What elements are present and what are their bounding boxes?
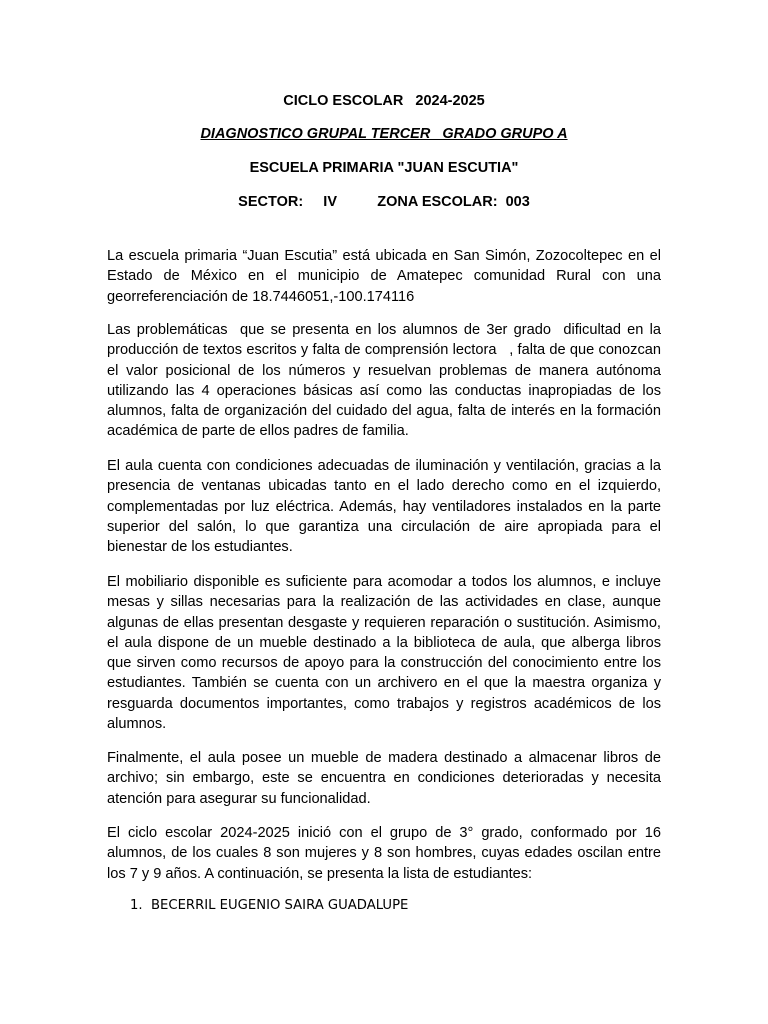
- furniture-paragraph: El mobiliario disponible es suficiente para acomodar a todos los alumnos, e incluye mesas y sillas necesarias para la realización de las actividades en clase, aunque algunas de ellas presentan desgaste y requieren reparación o sustitución. Asimismo, el aula dispone de un mueble destinado a la biblioteca de aula, que alberga libros que sirven como recursos de apoyo para la construcción del conocimiento entre los estudiantes. También se cuenta con un archivero en el que la maestra organiza y resguarda documentos importantes, como trabajos y registros académicos de los alumnos.: [107, 574, 666, 733]
- student-name: BECERRIL EUGENIO SAIRA GUADALUPE: [151, 898, 409, 913]
- classroom-conditions-paragraph: El aula cuenta con condiciones adecuadas de iluminación y ventilación, gracias a la presencia de ventanas ubicadas tanto en el lado derecho como en el izquierdo, complementadas por luz eléctrica. Además, hay ventiladores instalados en la parte superior del salón, lo que garantiza una circulación de aire apropiada para el bienestar de los estudiantes.: [107, 458, 666, 556]
- list-item-number: 1.: [130, 898, 143, 913]
- archive-furniture-paragraph: Finalmente, el aula posee un mueble de madera destinado a almacenar libros de archivo; sin embargo, este se encuentra en condiciones deterioradas y necesita atención para asegurar su funcionalidad.: [107, 750, 666, 807]
- problems-paragraph: Las problemáticas que se presenta en los alumnos de 3er grado dificultad en la producción de textos escritos y falta de comprensión lectora , falta de que conozcan el valor posicional de los números y resuelvan problemas de manera autónoma utilizando las 4 operaciones básicas así como las conductas inapropiadas de los alumnos, falta de organización del cuidado del agua, falta de interés en la formación académica de parte de ellos padres de familia.: [107, 322, 666, 440]
- location-paragraph: La escuela primaria “Juan Escutia” está ubicada en San Simón, Zozocoltepec en el Estado de México en el municipio de Amatepec comunidad Rural con una georreferenciación de 18.7446051,-100.174116: [107, 248, 666, 305]
- school-year-heading: CICLO ESCOLAR 2024-2025: [283, 93, 485, 109]
- list-item: [130, 896, 660, 916]
- student-list: [130, 896, 660, 916]
- sector-zone-heading: SECTOR: IV ZONA ESCOLAR: 003: [238, 194, 530, 210]
- diagnostic-title: DIAGNOSTICO GRUPAL TERCER GRADO GRUPO A: [200, 126, 568, 142]
- school-name-heading: ESCUELA PRIMARIA "JUAN ESCUTIA": [249, 160, 519, 176]
- group-composition-paragraph: El ciclo escolar 2024-2025 inició con el grupo de 3° grado, conformado por 16 alumnos, de los cuales 8 son mujeres y 8 son hombres, cuyas edades oscilan entre los 7 y 9 años. A continuación, se presenta la lista de estudiantes:: [107, 825, 666, 882]
